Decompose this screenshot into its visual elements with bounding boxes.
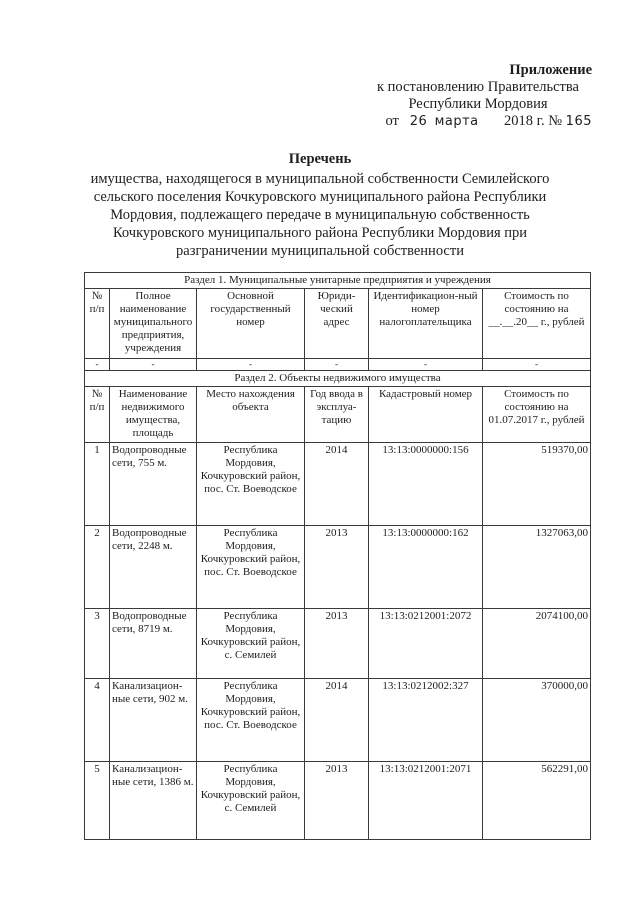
row-cost: 2074100,00 [483,609,591,679]
table-row [85,443,591,526]
appendix-number: 165 [565,114,592,129]
row-name: Канализацион-ные сети, 1386 м. [110,762,197,840]
section2-header-row [85,387,591,443]
s1-dash-1: - [85,359,110,371]
row-cadastre: 13:13:0212001:2072 [369,609,483,679]
appendix-from: от [385,113,399,129]
s1-header-address: Юриди-ческий адрес [305,289,369,359]
heading-line4: Кочкуровского муниципального района Республики Мордовия при [112,225,528,241]
s1-header-name: Полное наименование муниципального предприятия, учреждения [110,289,197,359]
s2-header-num: № п/п [85,387,110,443]
heading-title: Перечень [288,151,352,167]
s1-header-cost: Стоимость по состоянию на __.__.20__ г., рублей [483,289,591,359]
row-place: Республика Мордовия, Кочкуровский район, с. Семилей [197,609,305,679]
appendix-line1: к постановлению Правительства [377,79,579,95]
row-num: 1 [85,443,110,526]
row-name: Водопроводные сети, 755 м. [110,443,197,526]
row-cost: 519370,00 [483,443,591,526]
heading-line2: сельского поселения Кочкуровского муниципального района Республики [93,189,547,205]
heading-line1: имущества, находящегося в муниципальной собственности Семилейского [90,171,550,187]
section1-title: Раздел 1. Муниципальные унитарные предприятия и учреждения [85,273,591,289]
section1-title-row [85,273,591,289]
row-year: 2013 [305,762,369,840]
row-name: Канализацион-ные сети, 902 м. [110,679,197,762]
table-row [85,762,591,840]
heading-line3: Мордовия, подлежащего передаче в муниципальную собственность [110,207,530,223]
row-year: 2014 [305,443,369,526]
s2-header-cadastre: Кадастровый номер [369,387,483,443]
s2-header-year: Год ввода в эксплуа-тацию [305,387,369,443]
appendix-date-line [342,113,592,130]
row-name: Водопроводные сети, 2248 м. [110,526,197,609]
row-cadastre: 13:13:0212002:327 [369,679,483,762]
appendix-block [342,62,592,130]
s1-dash-6: - [483,359,591,371]
s1-dash-4: - [305,359,369,371]
row-place: Республика Мордовия, Кочкуровский район, пос. Ст. Воеводское [197,526,305,609]
row-year: 2013 [305,609,369,679]
row-cost: 562291,00 [483,762,591,840]
row-cadastre: 13:13:0212001:2071 [369,762,483,840]
document-heading [70,150,570,260]
row-num: 5 [85,762,110,840]
s2-header-name: Наименование недвижимого имущества, площадь [110,387,197,443]
row-place: Республика Мордовия, Кочкуровский район, с. Семилей [197,762,305,840]
row-cost: 1327063,00 [483,526,591,609]
row-cadastre: 13:13:0000000:156 [369,443,483,526]
s1-dash-2: - [110,359,197,371]
row-name: Водопроводные сети, 8719 м. [110,609,197,679]
row-cadastre: 13:13:0000000:162 [369,526,483,609]
s1-header-inn: Идентификацион-ный номер налогоплательщика [369,289,483,359]
s2-header-cost: Стоимость по состоянию на 01.07.2017 г., рублей [483,387,591,443]
row-place: Республика Мордовия, Кочкуровский район, пос. Ст. Воеводское [197,679,305,762]
appendix-month: марта [434,114,479,129]
section2-title-row [85,371,591,387]
section1-header-row [85,289,591,359]
row-num: 3 [85,609,110,679]
s1-header-ogrn: Основной государственный номер [197,289,305,359]
row-num: 4 [85,679,110,762]
appendix-title: Приложение [509,62,592,78]
table-row [85,609,591,679]
s2-header-place: Место нахождения объекта [197,387,305,443]
row-num: 2 [85,526,110,609]
s1-header-num: № п/п [85,289,110,359]
appendix-year: 2018 г. № [504,113,563,129]
appendix-day: 26 [409,114,428,129]
section1-dash-row [85,359,591,371]
section2-title: Раздел 2. Объекты недвижимого имущества [85,371,591,387]
appendix-line2: Республики Мордовия [408,96,548,112]
row-place: Республика Мордовия, Кочкуровский район, пос. Ст. Воеводское [197,443,305,526]
heading-line5: разграничении муниципальной собственности [176,243,464,259]
s1-dash-5: - [369,359,483,371]
table-row [85,526,591,609]
table-row [85,679,591,762]
property-table [84,272,591,840]
row-year: 2014 [305,679,369,762]
row-year: 2013 [305,526,369,609]
s1-dash-3: - [197,359,305,371]
row-cost: 370000,00 [483,679,591,762]
